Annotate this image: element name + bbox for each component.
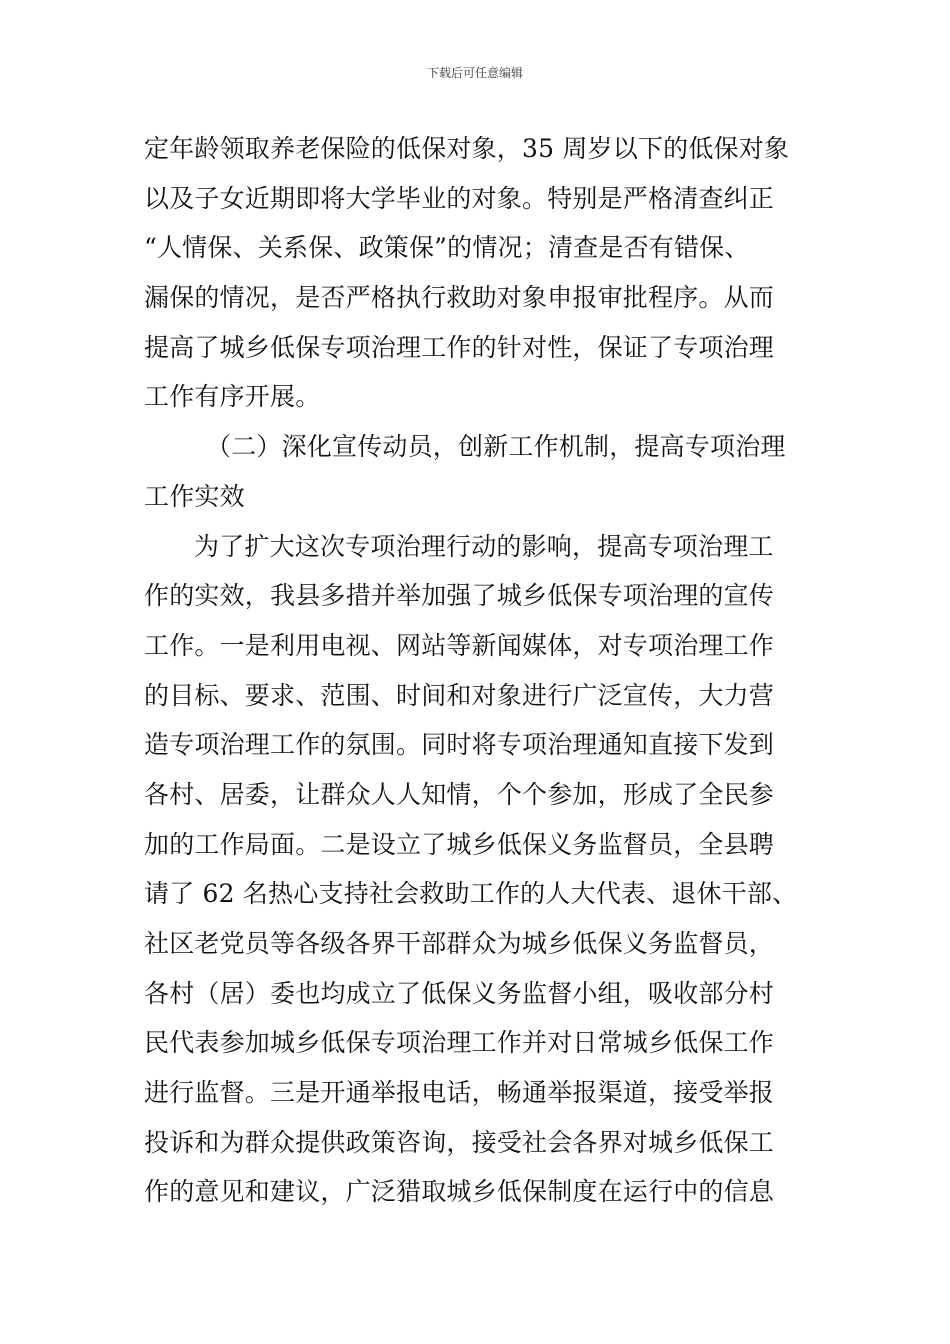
document-body bbox=[144, 124, 809, 1217]
text-line: 作的实效，我县多措并举加强了城乡低保专项治理的宣传 bbox=[144, 581, 775, 611]
text-line: 作的意见和建议，广泛猎取城乡低保制度在运行中的信息 bbox=[144, 1177, 775, 1207]
section-heading-cont: 工作实效 bbox=[144, 481, 245, 511]
text-line: “人情保、关系保、政策保”的情况；清查是否有错保、 bbox=[144, 233, 750, 263]
text-line: 的目标、要求、范围、时间和对象进行广泛宣传，大力营 bbox=[144, 680, 775, 710]
page-header: 下载后可任意编辑 bbox=[426, 66, 523, 80]
text-line: 各村、居委，让群众人人知情，个个参加，形成了全民参 bbox=[144, 779, 775, 809]
text-line: 请了 62 名热心支持社会救助工作的人大代表、退休干部、 bbox=[144, 879, 798, 909]
text-line: 提高了城乡低保专项治理工作的针对性，保证了专项治理 bbox=[144, 332, 775, 362]
text-line: 为了扩大这次专项治理行动的影响，提高专项治理工 bbox=[194, 531, 774, 561]
text-line: 加的工作局面。二是设立了城乡低保义务监督员，全县聘 bbox=[144, 829, 775, 859]
text-line: 民代表参加城乡低保专项治理工作并对日常城乡低保工作 bbox=[144, 1028, 775, 1058]
text-line: 各村（居）委也均成立了低保义务监督小组，吸收部分村 bbox=[144, 978, 775, 1008]
text-line: 社区老党员等各级各界干部群众为城乡低保义务监督员， bbox=[144, 929, 775, 958]
section-heading: （二）深化宣传动员，创新工作机制，提高专项治理 bbox=[206, 432, 786, 462]
text-line: 进行监督。三是开通举报电话，畅通举报渠道，接受举报 bbox=[144, 1078, 775, 1108]
text-line: 漏保的情况，是否严格执行救助对象申报审批程序。从而 bbox=[144, 283, 775, 313]
text-line: 工作有序开展。 bbox=[144, 382, 321, 412]
text-line: 造专项治理工作的氛围。同时将专项治理通知直接下发到 bbox=[144, 730, 775, 760]
text-line: 以及子女近期即将大学毕业的对象。特别是严格清查纠正 bbox=[144, 183, 775, 213]
text-line: 工作。一是利用电视、网站等新闻媒体，对专项治理工作 bbox=[144, 630, 775, 660]
text-line: 投诉和为群众提供政策咨询，接受社会各界对城乡低保工 bbox=[144, 1127, 775, 1157]
text-line: 定年龄领取养老保险的低保对象，35 周岁以下的低保对象 bbox=[144, 134, 790, 163]
